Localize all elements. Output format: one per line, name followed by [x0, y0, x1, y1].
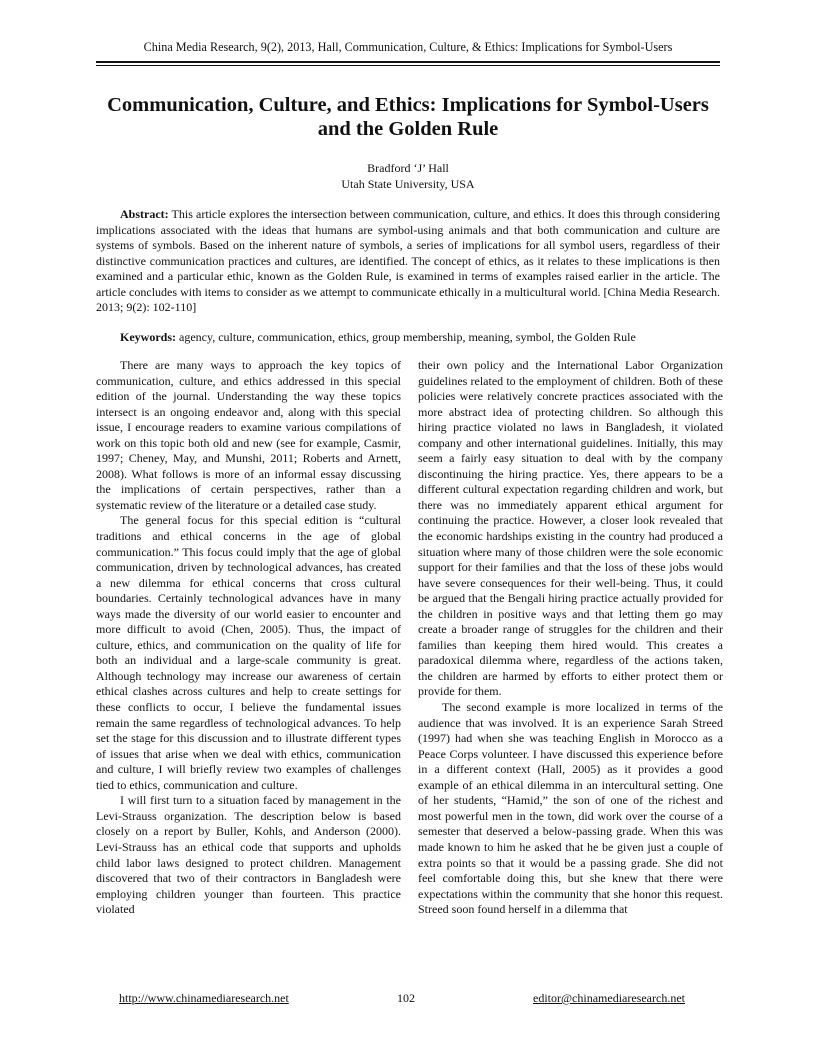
abstract-text: This article explores the intersection between communication, culture, and ethics. It does this through considering implications associated with the ideas that humans are symbol-using animals and that both communication and culture are systems of symbols. Based on the inherent nature of symbols, a series of implications for all symbol users, regardless of their distinctive communication practices and cultures, are identified. The concept of ethics, as it relates to these implications is then examined and a particular ethic, known as the Golden Rule, is examined in terms of examples raised earlier in the article. The article concludes with items to consider as we attempt to communicate ethically in a multicultural world. [China Media Research. 2013; 9(2): 102-110] — [96, 207, 720, 314]
page-number: 102 — [397, 991, 415, 1005]
body-paragraph-continued: their own policy and the International Labor Organization guidelines related to the employment of children. Both of these policies were relatively concrete practices associated with the more abstract idea of protecting children. So although this hiring practice violated no laws in Bangladesh, it violated company and other international guidelines. Initially, this may seem a fairly easy situation to deal with by the company discontinuing the hiring practice. Yes, there appears to be a different cultural expectation regarding children and work, but there was no immediately apparent ethical argument for continuing the practice. However, a closer look revealed that the economic hardships existing in the country had produced a situation where many of those children were the sole economic support for their families and that the loss of these jobs would have severe consequences for their well-being. Thus, it could be argued that the Bengali hiring practice actually provided for the children in positive ways and that letting them go may create a broader range of struggles for the children and their families than keeping them hired would. This creates a paradoxical dilemma where, regardless of the actions taken, the children are harmed by efforts to either protect them or provide for them. — [418, 358, 723, 699]
author-affiliation: Utah State University, USA — [341, 177, 475, 191]
keywords-text: agency, culture, communication, ethics, group membership, meaning, symbol, the Golden Rule — [176, 330, 636, 344]
abstract — [96, 207, 720, 316]
editor-email-link[interactable]: editor@chinamediaresearch.net — [533, 991, 685, 1005]
body-paragraph: The general focus for this special edition is “cultural traditions and ethical concerns in the age of global communication.” This focus could imply that the age of global communication, driven by technological advances, has created a new dilemma for ethical concerns that cross cultural boundaries. Certainly technological advances have in many ways made the diversity of our world easier to encounter and more difficult to avoid (Chen, 2005). Thus, the impact of culture, ethics, and communication on the quality of life for both an individual and a large-scale community is great. Although technology may increase our awareness of certain ethical clashes across cultures and help to create settings for these conflicts to occur, I believe the fundamental issues remain the same regardless of technological advances. To help set the stage for this discussion and to illustrate different types of issues that arise when we deal with ethics, communication and culture, I will briefly review two examples of challenges tied to ethics, communication and culture. — [96, 513, 401, 792]
author-name: Bradford ‘J’ Hall — [367, 161, 449, 175]
body-paragraph: The second example is more localized in terms of the audience that was involved. It is an experience Sarah Streed (1997) had when she was teaching English in Morocco as a Peace Corps volunteer. I have discussed this experience before in a different context (Hall, 2005) as it provides a good example of an ethical dilemma in an intercultural setting. One of her students, “Hamid,” the son of one of the richest and most powerful men in the town, did work over the course of a semester that deserved a below-passing grade. When this was made known to him he asked that he be given just a couple of extra points so that it would be a passing grade. She did not feel comfortable doing this, but she knew that there were expectations within the community that she honor this request. Streed soon found herself in a dilemma that — [418, 700, 723, 917]
header-rule-thick — [96, 61, 720, 63]
abstract-label: Abstract: — [120, 207, 169, 221]
body-column-left — [96, 358, 401, 918]
article-title: Communication, Culture, and Ethics: Implications for Symbol-Users and the Golden Rule — [107, 94, 709, 140]
keywords-label: Keywords: — [120, 330, 176, 344]
running-head: China Media Research, 9(2), 2013, Hall, Communication, Culture, & Ethics: Implications for Symbol-Users — [143, 40, 673, 54]
author-block — [96, 160, 720, 192]
body-paragraph: I will first turn to a situation faced by management in the Levi-Strauss organization. The description below is based closely on a report by Buller, Kohls, and Anderson (2000). Levi-Strauss has an ethical code that supports and upholds child labor laws designed to protect children. Management discovered that two of their contractors in Bangladesh were employing children younger than fourteen. This practice violated — [96, 793, 401, 917]
keywords — [96, 330, 720, 346]
body-column-right — [418, 358, 723, 918]
header-rule-thin — [96, 65, 720, 66]
journal-website-link[interactable]: http://www.chinamediaresearch.net — [119, 991, 289, 1005]
body-paragraph: There are many ways to approach the key topics of communication, culture, and ethics addressed in this special edition of the journal. Understanding the way these topics intersect is an ongoing endeavor and, along with this special issue, I encourage readers to examine various compilations of work on this topic both old and new (see for example, Casmir, 1997; Cheney, May, and Munshi, 2011; Roberts and Arnett, 2008). What follows is more of an informal essay discussing the implications of certain perspectives, rather than a systematic review of the literature or a detailed case study. — [96, 358, 401, 512]
